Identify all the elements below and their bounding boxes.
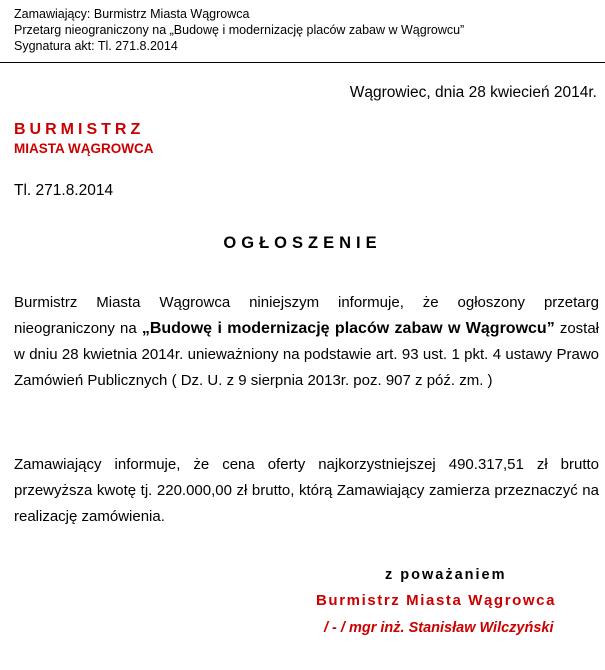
paragraph-price: Zamawiający informuje, że cena oferty najkorzystniejszej 490.317,51 zł brutto przewyższa kwotę tj. 220.000,00 zł brutto, którą Zamawiający zamierza przeznaczyć na realizację zamówienia. [14,456,599,525]
closing-regards: z poważaniem [385,567,507,583]
paragraph-rest: został w dniu 28 kwietnia 2014r. unieważniony na podstawie art. 93 ust. 1 pkt. 4 ustawy Prawo Zamówień Publicznych ( Dz. U. z 9 sierpnia 2013r. poz. 907 z póź. zm. ) [14,320,600,389]
closing-office: Burmistrz Miasta Wągrowca [316,592,557,609]
paragraph-annulment [14,290,599,394]
header-sygnatura: Sygnatura akt: Tl. 271.8.2014 [14,39,178,53]
header-divider [0,62,605,63]
issuer-subtitle: MIASTA WĄGROWCA [14,141,154,156]
signature-reference: Tl. 271.8.2014 [14,182,114,199]
closing-signer: / - / mgr inż. Stanisław Wilczyński [324,620,554,636]
issuer-title: BURMISTRZ [14,121,145,138]
tender-name: „Budowę i modernizację placów zabaw w Wągrowcu” [141,320,555,337]
header-przetarg: Przetarg nieograniczony na „Budowę i modernizację placów zabaw w Wągrowcu” [14,23,465,37]
date-line: Wągrowiec, dnia 28 kwiecień 2014r. [349,84,597,101]
header-zamawiajacy: Zamawiający: Burmistrz Miasta Wągrowca [14,7,250,21]
paragraph-intro: Burmistrz Miasta Wągrowca niniejszym informuje, że ogłoszony przetarg nieograniczony na [14,294,599,337]
document-heading: OGŁOSZENIE [223,234,382,252]
